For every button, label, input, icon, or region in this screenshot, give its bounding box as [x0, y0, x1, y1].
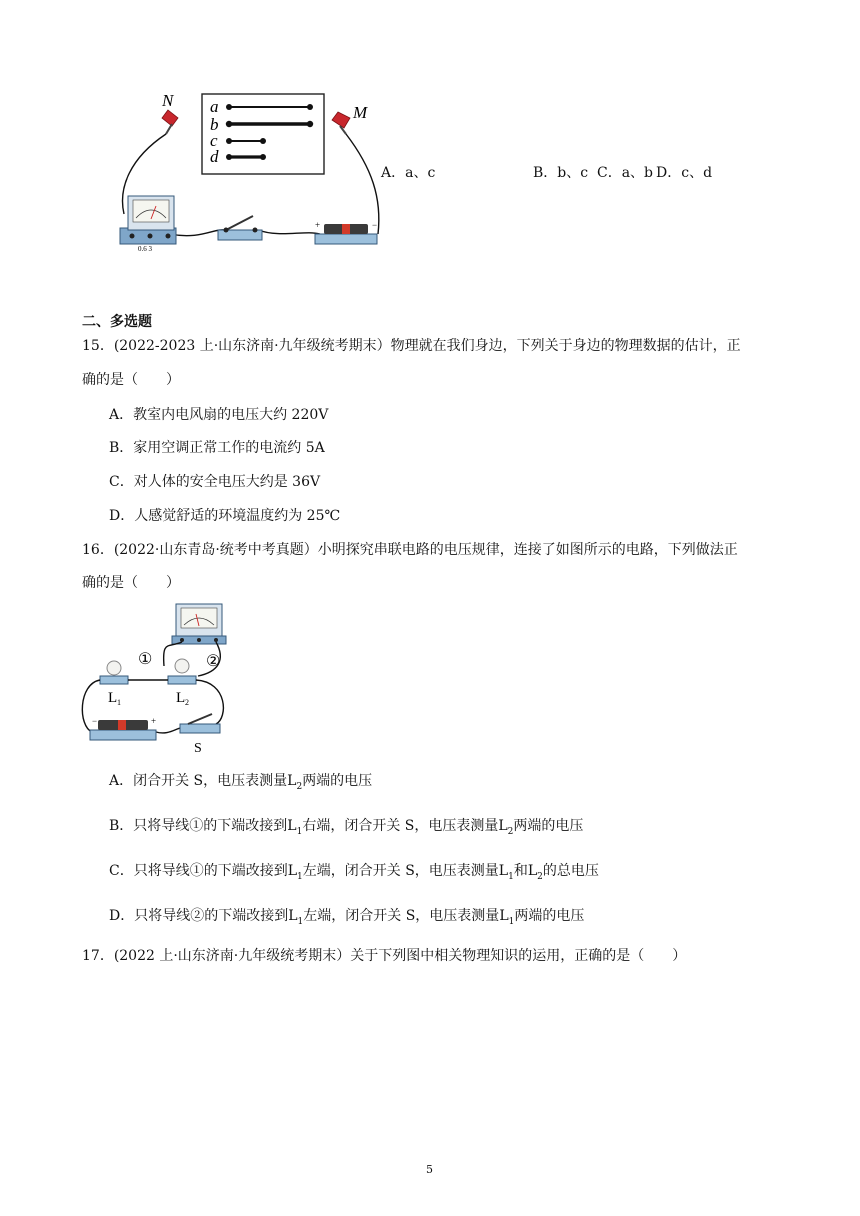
bulb-l2-icon: [168, 659, 196, 684]
q16-option-a[interactable]: A．闭合开关 S，电压表测量$L_2$两端的电压: [109, 773, 373, 792]
q15-option-c[interactable]: C．对人体的安全电压大约是 36V: [109, 474, 321, 490]
section-title: 二、多选题: [82, 314, 152, 330]
wire-label-a: a: [210, 97, 219, 116]
label-s: S: [194, 741, 202, 756]
q16-option-c[interactable]: C．只将导线①的下端改接到$L_1$左端，闭合开关 S，电压表测量$L_1$和$L_2$的总电压: [109, 863, 599, 882]
bulb-l1-icon: [100, 661, 128, 684]
q16-stem-line1: 16．(2022·山东青岛·统考中考真题）小明探究串联电路的电压规律，连接了如图所示的电路，下列做法正: [82, 542, 738, 558]
q15-option-d[interactable]: D．人感觉舒适的环境温度约为 25℃: [109, 508, 341, 524]
q16-option-d[interactable]: D．只将导线②的下端改接到$L_1$左端，闭合开关 S，电压表测量$L_1$两端的电压: [109, 908, 585, 927]
wire-label-c: c: [210, 131, 218, 150]
q14-option-c[interactable]: C．a、b: [597, 165, 654, 181]
ammeter-icon: [120, 196, 176, 253]
wire-label-b: b: [210, 115, 219, 134]
q15-option-b[interactable]: B．家用空调正常工作的电流约 5A: [109, 440, 325, 456]
svg-text:+: +: [315, 220, 321, 230]
q14-option-d[interactable]: D．c、d: [656, 165, 713, 181]
label-l2: L: [176, 690, 186, 706]
wire-label-d: d: [210, 147, 219, 166]
label-m: M: [353, 103, 368, 122]
battery-icon: [315, 220, 377, 244]
svg-text:1: 1: [117, 698, 121, 707]
svg-text:2: 2: [185, 698, 189, 707]
svg-text:−: −: [372, 220, 378, 230]
battery-icon: [90, 716, 156, 740]
clip-n-icon: [162, 110, 178, 134]
marker-wire-1: ①: [138, 651, 153, 668]
q15-stem-line1: 15．(2022-2023 上·山东济南·九年级统考期末）物理就在我们身边，下列关于身边的物理数据的估计，正: [82, 338, 741, 354]
switch-icon: [180, 714, 220, 733]
clip-m-icon: [332, 112, 350, 134]
switch-icon: [218, 216, 262, 240]
svg-text:−: −: [92, 716, 98, 726]
voltmeter-icon: [172, 604, 226, 644]
q17-stem-line1: 17．(2022 上·山东济南·九年级统考期末）关于下列图中相关物理知识的运用，正确的是（ ）: [82, 948, 687, 964]
q14-option-b[interactable]: B．b、c: [533, 165, 589, 181]
q16-option-b[interactable]: B．只将导线①的下端改接到$L_1$右端，闭合开关 S，电压表测量$L_2$两端的电压: [109, 818, 584, 837]
label-l1: L: [108, 690, 118, 706]
q15-option-a[interactable]: A．教室内电风扇的电压大约 220V: [109, 407, 329, 423]
page-number: 5: [426, 1163, 433, 1176]
q14-option-a[interactable]: A．a、c: [381, 165, 436, 181]
svg-text:+: +: [151, 716, 157, 726]
series-circuit-figure: [78, 600, 238, 760]
resistance-wire-circuit-figure: [110, 88, 390, 258]
label-n: N: [162, 91, 174, 110]
marker-wire-2: ②: [206, 653, 221, 670]
q16-stem-line2: 确的是（ ）: [82, 575, 180, 591]
q15-stem-line2: 确的是（ ）: [82, 372, 180, 388]
svg-text:0.6 3: 0.6 3: [138, 245, 152, 253]
